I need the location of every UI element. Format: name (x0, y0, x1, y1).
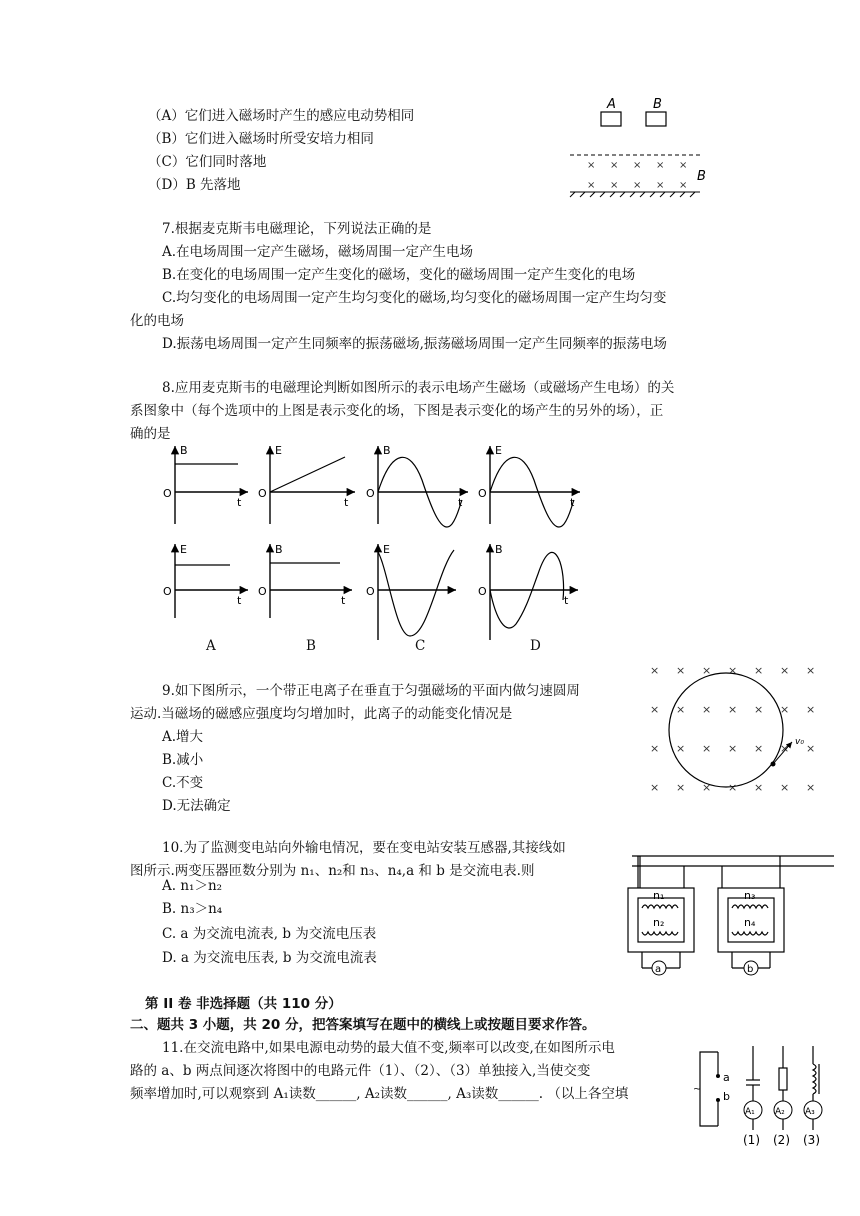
q8-stem-3: 确的是 (130, 426, 171, 442)
v0-label: v₀ (795, 737, 804, 747)
field-crosses (587, 160, 687, 191)
ylabel-b-bottom: B (275, 543, 283, 556)
svg-text:×: × (780, 781, 790, 794)
svg-text:×: × (587, 180, 596, 191)
svg-text:×: × (780, 703, 790, 716)
q10-stem-2: 图所示.两变压器匝数分别为 n₁、n₂和 n₃、n₄,a 和 b 是交流电表.则 (130, 863, 535, 879)
q6-option-b: （B）它们进入磁场时所受安培力相同 (148, 131, 374, 147)
q7-stem: 7.根据麦克斯韦电磁理论，下列说法正确的是 (162, 221, 432, 237)
ylabel-b-top: E (275, 444, 282, 457)
t-a-top: t (237, 496, 242, 509)
ylabel-c-top: B (383, 444, 391, 457)
svg-text:×: × (650, 703, 660, 716)
q8-option-b-label: B (306, 638, 316, 654)
svg-text:×: × (610, 180, 619, 191)
loop-b (646, 112, 666, 126)
q6-figure (565, 92, 715, 202)
coil-n3 (732, 905, 768, 908)
q10-stem-1: 10.为了监测变电站向外输电情况，要在变电站安装互感器,其接线如 (162, 840, 566, 856)
q6-option-c: （C）它们同时落地 (148, 154, 267, 170)
graph-b-top (258, 444, 355, 524)
element-3-label: (3) (803, 1133, 820, 1147)
t-a-bottom: t (237, 594, 242, 607)
coil-n4 (732, 932, 768, 935)
graph-a-top (163, 444, 248, 524)
graph-a-bottom (163, 543, 248, 618)
svg-text:×: × (806, 781, 816, 794)
graph-c-bottom (366, 543, 456, 640)
q9-figure (640, 660, 830, 800)
origin-c-bottom: O (366, 585, 375, 598)
origin-b-bottom: O (258, 585, 267, 598)
section-2-instructions: 二、题共 3 小题，共 20 分，把答案填写在题中的横线上或按题目要求作答。 (130, 1017, 596, 1033)
svg-text:×: × (754, 703, 764, 716)
q8-stem-1: 8.应用麦克斯韦的电磁理论判断如图所示的表示电场产生磁场（或磁场产生电场）的关 (162, 380, 675, 396)
q6-option-d: （D）B 先落地 (148, 177, 241, 193)
origin-d-bottom: O (478, 585, 487, 598)
q9-option-c: C.不变 (162, 775, 204, 791)
svg-text:×: × (679, 180, 688, 191)
svg-text:×: × (702, 664, 712, 677)
q9-option-b: B.减小 (162, 752, 204, 768)
q9-stem-1: 9.如下图所示，一个带正电离子在垂直于匀强磁场的平面内做匀速圆周 (162, 683, 580, 699)
q8-graphs (160, 440, 590, 660)
q10-figure (622, 848, 842, 983)
t-d-bottom: t (564, 594, 569, 607)
q8-stem-2: 系图象中（每个选项中的上图是表示变化的场，下图是表示变化的场产生的另外的场），正 (130, 403, 664, 419)
t-b-bottom: t (341, 594, 346, 607)
svg-text:×: × (806, 742, 816, 755)
q7-option-d: D.振荡电场周围一定产生同频率的振荡磁场,振荡磁场周围一定产生同频率的振荡电场 (162, 336, 667, 352)
svg-text:×: × (702, 781, 712, 794)
svg-text:×: × (656, 180, 665, 191)
q6-label-a: A (607, 97, 616, 112)
svg-text:×: × (650, 742, 660, 755)
t-c-top: t (458, 496, 463, 509)
label-n1: n₁ (653, 889, 665, 902)
origin-b-top: O (258, 487, 267, 500)
coil-n1 (642, 905, 678, 908)
q7-option-b: B.在变化的电场周围一定产生变化的磁场，变化的磁场周围一定产生变化的电场 (162, 267, 636, 283)
svg-text:×: × (679, 160, 688, 171)
svg-text:×: × (806, 703, 816, 716)
t-d-top: t (570, 496, 575, 509)
svg-text:×: × (587, 160, 596, 171)
ylabel-c-bottom: E (383, 543, 390, 556)
svg-text:×: × (676, 703, 686, 716)
meter-a-label: a (655, 964, 662, 975)
svg-text:×: × (780, 742, 790, 755)
graph-d-bottom (478, 543, 578, 640)
terminal-a: a (723, 1071, 730, 1084)
q11-stem-3: 频率增加时,可以观察到 A₁读数______, A₂读数______, A₃读数______. （以上各空填 (130, 1086, 629, 1102)
label-n2: n₂ (653, 916, 665, 929)
element-1-capacitor (743, 1046, 762, 1147)
q11-figure (688, 1040, 838, 1155)
section-2-title: 第 II 卷 非选择题（共 110 分） (145, 996, 342, 1012)
svg-text:×: × (728, 664, 738, 677)
q8-option-c-label: C (415, 638, 426, 654)
element-3-inductor (803, 1046, 822, 1147)
graph-d-top (478, 444, 580, 527)
graph-b-bottom (258, 543, 352, 618)
q11-stem-2: 路的 a、b 两点间逐次将图中的电路元件（1）、（2）、（3）单独接入,当使交变 (130, 1063, 591, 1079)
svg-text:×: × (754, 781, 764, 794)
q10-option-c: C. a 为交流电流表, b 为交流电压表 (162, 926, 377, 942)
element-2-label: (2) (773, 1133, 790, 1147)
label-n4: n₄ (744, 916, 756, 929)
q7-option-c-cont: 化的电场 (130, 313, 184, 329)
q8-option-a-label: A (206, 638, 216, 654)
svg-text:×: × (702, 703, 712, 716)
svg-text:×: × (633, 160, 642, 171)
t-b-top: t (344, 496, 349, 509)
q6-field-label: B (697, 169, 706, 184)
ylabel-a-bottom: E (180, 543, 187, 556)
origin-a-top: O (163, 487, 172, 500)
meter-b-label: b (747, 964, 754, 975)
svg-text:×: × (806, 664, 816, 677)
q9-stem-2: 运动.当磁场的磁感应强度均匀增加时，此离子的动能变化情况是 (130, 706, 513, 722)
source-symbol: ~ (693, 1084, 702, 1095)
q9-option-d: D.无法确定 (162, 798, 231, 814)
orbit-circle (669, 673, 783, 787)
q10-option-d: D. a 为交流电压表, b 为交流电流表 (162, 950, 377, 966)
svg-text:×: × (728, 742, 738, 755)
origin-c-top: O (366, 487, 375, 500)
svg-text:×: × (610, 160, 619, 171)
svg-text:×: × (676, 742, 686, 755)
svg-text:×: × (676, 781, 686, 794)
ground-hatch (570, 192, 695, 197)
svg-text:×: × (780, 664, 790, 677)
q9-field-crosses (650, 664, 815, 794)
q11-stem-1: 11.在交流电路中,如果电源电动势的最大值不变,频率可以改变,在如图所示电 (162, 1040, 615, 1056)
graph-c-top (366, 444, 468, 527)
terminal-b: b (723, 1090, 730, 1103)
svg-text:×: × (728, 703, 738, 716)
q8-option-d-label: D (530, 638, 541, 654)
element-2-resistor (773, 1046, 792, 1147)
ylabel-d-bottom: B (495, 543, 503, 556)
curve-b-top (270, 457, 345, 492)
curve-c-bottom (378, 550, 454, 636)
element-1-label: (1) (743, 1133, 760, 1147)
meter-a2-label: A₂ (775, 1107, 785, 1117)
svg-text:×: × (728, 781, 738, 794)
meter-a1-label: A₁ (745, 1107, 755, 1117)
meter-a3-label: A₃ (805, 1107, 815, 1117)
source-loop (700, 1052, 718, 1126)
origin-a-bottom: O (163, 585, 172, 598)
origin-d-top: O (478, 487, 487, 500)
svg-text:×: × (650, 781, 660, 794)
q7-option-c: C.均匀变化的电场周围一定产生均匀变化的磁场,均匀变化的磁场周围一定产生均匀变 (162, 290, 667, 306)
ylabel-a-top: B (180, 444, 188, 457)
svg-text:×: × (702, 742, 712, 755)
svg-text:×: × (656, 160, 665, 171)
q10-option-a: A. n₁＞n₂ (162, 878, 223, 894)
loop-a (601, 112, 621, 126)
svg-text:×: × (676, 664, 686, 677)
q6-label-b: B (653, 97, 662, 112)
q6-option-a: （A）它们进入磁场时产生的感应电动势相同 (148, 108, 415, 124)
q7-option-a: A.在电场周围一定产生磁场，磁场周围一定产生电场 (162, 244, 474, 260)
svg-text:×: × (754, 742, 764, 755)
svg-text:×: × (754, 664, 764, 677)
q9-option-a: A.增大 (162, 729, 204, 745)
label-n3: n₃ (744, 889, 756, 902)
coil-n2 (642, 932, 678, 935)
svg-text:×: × (650, 664, 660, 677)
svg-text:×: × (633, 180, 642, 191)
ylabel-d-top: E (495, 444, 502, 457)
q10-option-b: B. n₃＞n₄ (162, 901, 223, 917)
